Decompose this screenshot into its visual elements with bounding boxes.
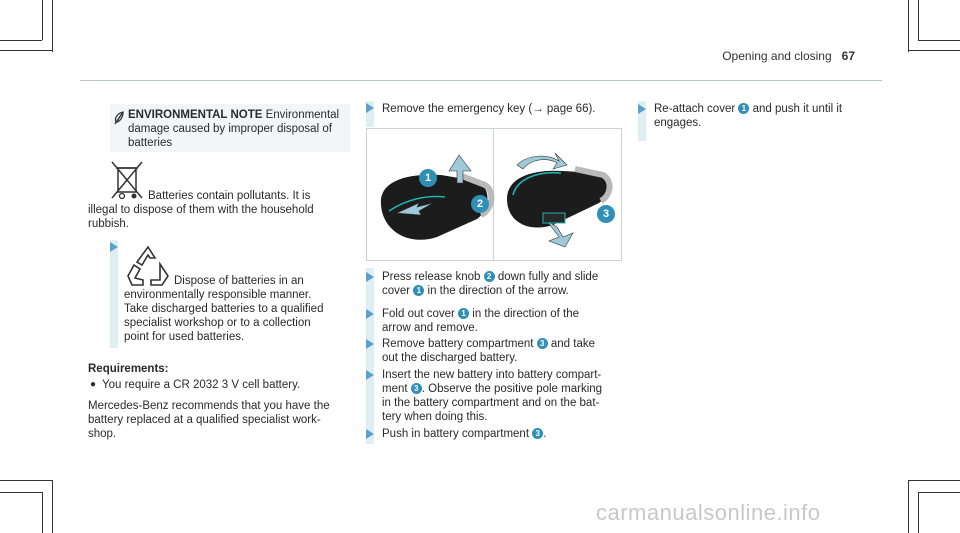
crop-mark <box>0 50 52 51</box>
crop-mark <box>52 480 53 533</box>
step-arrow-icon <box>366 309 374 319</box>
step-arrow-icon <box>110 242 118 252</box>
step-arrow-icon <box>366 429 374 439</box>
recommendation-text: Mercedes-Benz recommends that you have the battery replaced at a qualified specialist work- shop. <box>88 400 330 440</box>
figure-callout-2: 2 <box>471 195 489 213</box>
step-remove-key: Remove the emergency key (→ page 66). <box>382 103 596 115</box>
section-title: Opening and closing <box>722 49 832 63</box>
crop-mark <box>918 0 919 40</box>
key-battery-figure <box>366 128 622 261</box>
bullet-icon: ● <box>90 379 97 390</box>
requirements-heading: Requirements: <box>88 363 169 375</box>
step-5: Push in battery compartment 3 . <box>382 428 547 440</box>
env-note-heading: ENVIRONMENTAL NOTE <box>128 109 263 121</box>
step-4: Insert the new battery into battery compart- ment 3 . Observe the positive pole marking in the battery compartment and on the bat- tery when doing this. <box>382 369 603 423</box>
figure-callout-3: 3 <box>597 205 615 223</box>
crop-mark <box>908 0 909 52</box>
page-number: 67 <box>841 49 855 63</box>
crop-mark <box>52 0 53 52</box>
step-arrow-icon <box>366 272 374 282</box>
dispose-instructions: Dispose of batteries in an environmentally responsible manner. Take discharged batteries to a qualified specialist workshop or to a collection point for used batteries. <box>124 275 324 343</box>
crop-mark <box>918 492 919 533</box>
callout-2-icon: 2 <box>484 271 495 282</box>
dispose-bar <box>110 240 118 348</box>
step-3: Remove battery compartment 3 and take out the discharged battery. <box>382 338 596 364</box>
crop-mark <box>918 40 960 41</box>
callout-3-icon: 3 <box>411 383 422 394</box>
crop-mark <box>908 480 960 481</box>
watermark: carmanualsonline.info <box>596 500 821 525</box>
callout-1-icon: 1 <box>458 308 469 319</box>
key-illustration <box>367 129 621 260</box>
figure-callout-1: 1 <box>419 169 437 187</box>
crop-mark <box>42 492 43 533</box>
step-bar <box>366 268 374 444</box>
step-arrow-icon <box>366 103 374 113</box>
step-arrow-icon <box>366 370 374 380</box>
running-header <box>722 49 855 63</box>
step-arrow-icon <box>638 104 646 114</box>
step-1: Press release knob 2 down fully and slide cover 1 in the direction of the arrow. <box>382 271 599 297</box>
crop-mark <box>908 480 909 533</box>
crop-mark <box>0 480 52 481</box>
env-note: ENVIRONMENTAL NOTE Environmental damage caused by improper disposal of batteries <box>128 109 340 149</box>
requirement-item: You require a CR 2032 3 V cell battery. <box>102 379 301 391</box>
step-2: Fold out cover 1 in the direction of the arrow and remove. <box>382 308 580 334</box>
crop-mark <box>918 492 960 493</box>
header-rule <box>80 80 882 81</box>
callout-1-icon: 1 <box>413 285 424 296</box>
crop-mark <box>0 40 42 41</box>
step-arrow-icon <box>366 339 374 349</box>
callout-1-icon: 1 <box>738 103 749 114</box>
crop-mark <box>0 492 42 493</box>
callout-3-icon: 3 <box>532 428 543 439</box>
step-reattach: Re-attach cover 1 and push it until it engages. <box>654 103 843 129</box>
environment-icon <box>112 110 126 126</box>
crop-mark <box>908 50 960 51</box>
callout-3-icon: 3 <box>537 338 548 349</box>
batteries-warning: Batteries contain pollutants. It is illegal to dispose of them with the household rubbish. <box>88 190 314 230</box>
crop-mark <box>42 0 43 40</box>
